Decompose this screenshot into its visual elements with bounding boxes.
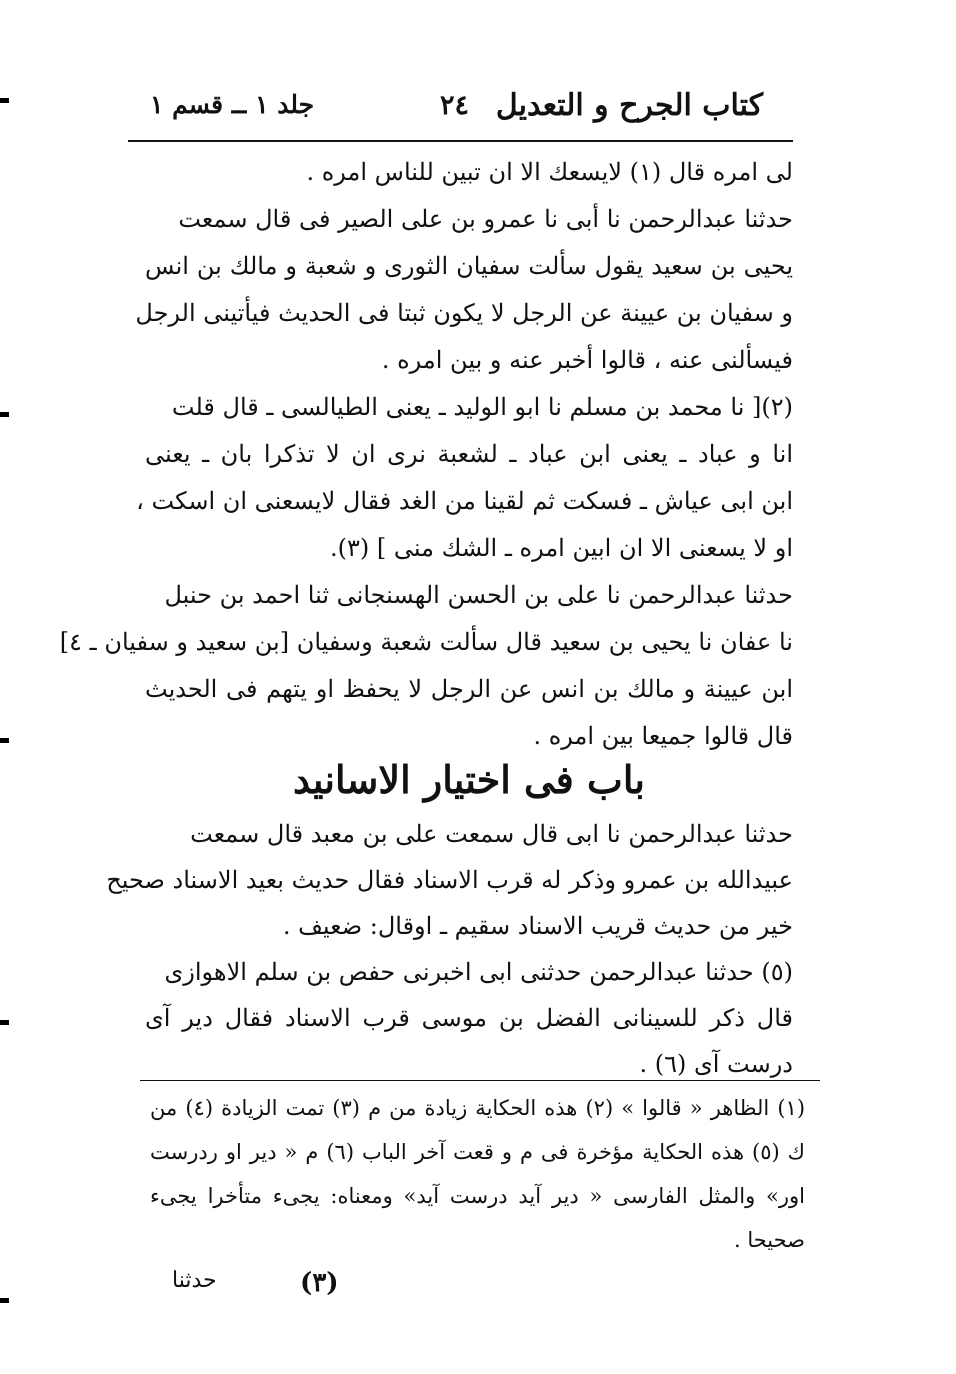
text-line: (٢)[ نا محمد بن مسلم نا ابو الوليد ـ يعنى الطيالسى ـ قال قلت [171, 393, 793, 421]
text-line: يحيى بن سعيد يقول سألت سفيان الثورى و شعبة و مالك بن انس [145, 252, 793, 280]
text-line: حدثنا عبدالرحمن نا على بن الحسن الهسنجانى ثنا احمد بن حنبل [164, 581, 793, 609]
text-line: عبيدالله بن عمرو وذكر له قرب الاسناد فقال حديث بعيد الاسناد صحيح [106, 866, 793, 894]
text-line: فيسألنى عنه ، قالوا أخبر عنه و بين امره . [381, 346, 793, 374]
volume-label: جلد ١ ــ قسم ١ [150, 90, 315, 119]
text-line: ابن عيينة و مالك بن انس عن الرجل لا يحفظ او يتهم فى الحديث [145, 675, 793, 703]
book-title: كتاب الجرح و التعديل [495, 88, 763, 123]
footnote-line: (١) الظاهر « قالوا » (٢) هذه الحكاية زيادة من م (٣) تمت الزيادة (٤) من [150, 1096, 806, 1120]
margin-mark [0, 98, 9, 103]
chapter-heading: باب فى اختيار الاسانيد [292, 757, 645, 802]
text-line: درست آى (٦) . [639, 1050, 793, 1078]
footnote-rule [140, 1080, 820, 1081]
running-header [140, 88, 795, 136]
margin-mark [0, 1020, 9, 1025]
text-line: حدثنا عبدالرحمن نا ابى قال سمعت على بن معبد قال سمعت [190, 820, 793, 848]
text-line: نا عفان نا يحيى بن سعيد قال سألت شعبة وسفيان [بن سعيد و سفيان ـ ٤] [59, 628, 793, 656]
text-line: و سفيان بن عيينة عن الرجل لا يكون ثبتا فى الحديث فيأتينى الرجل [135, 299, 793, 327]
text-line: قال قالوا جميعا بين امره . [533, 722, 793, 750]
text-line: قال ذكر للسينانى الفضل بن موسى قرب الاسناد فقال دير آى [145, 1004, 793, 1032]
margin-mark [0, 1298, 9, 1303]
footnote-line: ك (٥) هذه الحكاية مؤخرة فى م و قعت آخر الباب (٦) م « دير او ردرست [150, 1140, 805, 1164]
signature-mark: (٣) [300, 1268, 339, 1298]
margin-mark [0, 738, 9, 743]
text-line: (٥) حدثنا عبدالرحمن حدثنى ابى اخبرنى حفص بن سلم الاهوازى [164, 958, 793, 986]
text-line: حدثنا عبدالرحمن نا أبى نا عمرو بن على الصير فى قال سمعت [178, 205, 793, 233]
margin-mark [0, 412, 9, 417]
catchword: حدثنا [172, 1268, 217, 1293]
header-rule [128, 140, 793, 142]
text-line: لى امره قال (١) لايسعك الا ان تبين للناس امره . [306, 158, 793, 186]
text-line: او لا يسعنى الا ان ابين امره ـ الشك منى ] (٣). [330, 534, 793, 562]
text-line: خير من حديث قريب الاسناد سقيم ـ اوقال: ضعيف . [282, 912, 793, 940]
text-line: انا و عباد ـ يعنى ابن عباد ـ لشعبة نرى ان لا تذكرا بان ـ يعنى [145, 440, 793, 468]
footnote-line: صحيحا . [733, 1228, 805, 1252]
text-line: ابن ابى عياش ـ فسكت ثم لقينا من الغد فقال لايسعنى ان اسكت ، [136, 487, 793, 515]
page-number: ٢٤ [440, 90, 470, 121]
footnote-line: اور» والمثل الفارسى « دير آيد درست آيد» ومعناه: يجىء متأخرا يجىء [150, 1184, 805, 1208]
